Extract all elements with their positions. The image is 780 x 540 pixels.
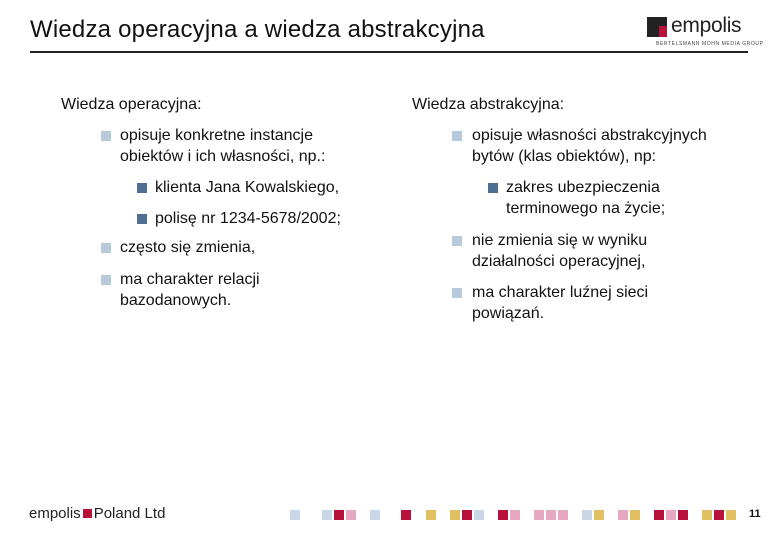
left-item-5-line2: bazodanowych. bbox=[120, 292, 232, 309]
right-item-3-line2: działalności operacyjnej, bbox=[472, 253, 646, 270]
decorative-square bbox=[346, 510, 356, 520]
logo-wordmark: empolis bbox=[671, 14, 742, 37]
right-item-2 bbox=[506, 177, 665, 219]
decorative-square bbox=[618, 510, 628, 520]
decorative-square bbox=[630, 510, 640, 520]
slide-title: Wiedza operacyjna a wiedza abstrakcyjna bbox=[30, 16, 485, 43]
left-item-1-line1: opisuje konkretne instancje bbox=[120, 127, 314, 144]
right-item-4-line1: ma charakter luźnej sieci bbox=[472, 284, 649, 301]
decorative-square bbox=[290, 510, 300, 520]
decorative-square bbox=[678, 510, 688, 520]
bullet-icon bbox=[101, 243, 111, 253]
sub-bullet-icon bbox=[488, 183, 498, 193]
left-item-5-line1: ma charakter relacji bbox=[120, 271, 260, 288]
left-item-5 bbox=[120, 269, 260, 311]
bullet-icon bbox=[101, 275, 111, 285]
decorative-square bbox=[726, 510, 736, 520]
sub-bullet-icon bbox=[137, 183, 147, 193]
decorative-square bbox=[714, 510, 724, 520]
decorative-square bbox=[534, 510, 544, 520]
left-item-1-line2: obiektów i ich własności, np.: bbox=[120, 148, 326, 165]
right-item-1-line2: bytów (klas obiektów), np: bbox=[472, 148, 657, 165]
right-item-4-line2: powiązań. bbox=[472, 305, 545, 322]
sub-bullet-icon bbox=[137, 214, 147, 224]
right-item-3 bbox=[472, 230, 647, 272]
right-item-1-line1: opisuje własności abstrakcyjnych bbox=[472, 127, 707, 144]
footer-brand bbox=[29, 505, 165, 522]
right-item-1 bbox=[472, 125, 707, 167]
footer-brand-right: Poland Ltd bbox=[93, 505, 166, 522]
left-item-2: klienta Jana Kowalskiego, bbox=[155, 179, 340, 196]
right-column-heading: Wiedza abstrakcyjna: bbox=[412, 96, 565, 113]
decorative-square bbox=[702, 510, 712, 520]
bullet-icon bbox=[101, 131, 111, 141]
left-item-3: polisę nr 1234-5678/2002; bbox=[155, 210, 341, 227]
decorative-square bbox=[654, 510, 664, 520]
decorative-square bbox=[401, 510, 411, 520]
right-item-4 bbox=[472, 282, 648, 324]
decorative-square bbox=[462, 510, 472, 520]
decorative-square bbox=[426, 510, 436, 520]
brand-square-icon bbox=[83, 509, 92, 518]
decorative-square bbox=[546, 510, 556, 520]
logo-tagline: BERTELSMANN MOHN MEDIA GROUP bbox=[656, 41, 764, 47]
left-column-heading: Wiedza operacyjna: bbox=[61, 96, 202, 113]
decorative-square bbox=[370, 510, 380, 520]
decorative-square bbox=[334, 510, 344, 520]
decorative-square bbox=[582, 510, 592, 520]
bullet-icon bbox=[452, 236, 462, 246]
right-item-2-line1: zakres ubezpieczenia bbox=[506, 179, 660, 196]
decorative-square bbox=[594, 510, 604, 520]
decorative-square bbox=[498, 510, 508, 520]
empolis-logo bbox=[646, 14, 764, 50]
bullet-icon bbox=[452, 288, 462, 298]
decorative-square bbox=[474, 510, 484, 520]
title-divider bbox=[30, 51, 748, 53]
decorative-square bbox=[558, 510, 568, 520]
page-number: 11 bbox=[749, 508, 761, 520]
left-item-4: często się zmienia, bbox=[120, 239, 256, 256]
bullet-icon bbox=[452, 131, 462, 141]
empolis-logo-mark bbox=[647, 17, 667, 37]
footer-brand-left: empolis bbox=[29, 505, 81, 522]
decorative-square bbox=[450, 510, 460, 520]
right-item-2-line2: terminowego na życie; bbox=[506, 200, 666, 217]
decorative-square bbox=[666, 510, 676, 520]
decorative-square bbox=[510, 510, 520, 520]
right-item-3-line1: nie zmienia się w wyniku bbox=[472, 232, 648, 249]
left-item-1 bbox=[120, 125, 325, 167]
decorative-square bbox=[322, 510, 332, 520]
